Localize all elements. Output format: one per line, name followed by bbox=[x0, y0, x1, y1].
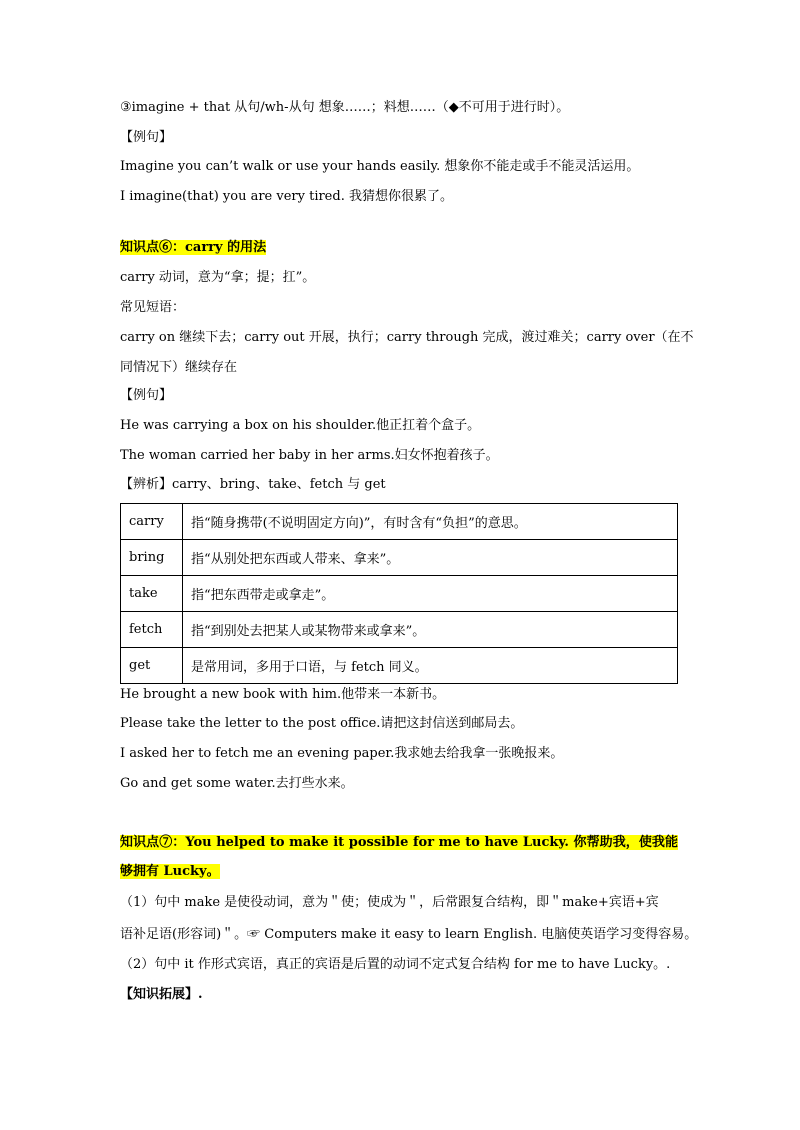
example-sentence: I asked her to fetch me an evening paper.我求她去给我拿一张晚报来。 bbox=[120, 746, 564, 761]
table-cell-word: carry bbox=[121, 504, 183, 540]
example-label: 【例句】 bbox=[120, 388, 173, 403]
table-row bbox=[121, 540, 678, 576]
knowledge-point-7-title-cont: 够拥有 Lucky。 bbox=[120, 864, 220, 879]
note-line: （1）句中 make 是使役动词，意为＂使；使成为＂，后常跟复合结构，即＂make+宾语+宾 bbox=[120, 895, 659, 910]
table-cell-meaning: 是常用词，多用于口语，与 fetch 同义。 bbox=[183, 648, 678, 684]
table-cell-meaning: 指“随身携带(不说明固定方向)”，有时含有“负担”的意思。 bbox=[183, 504, 678, 540]
example-sentence: I imagine(that) you are very tired. 我猜想你很累了。 bbox=[120, 189, 453, 204]
table-cell-word: take bbox=[121, 576, 183, 612]
extension-label: 【知识拓展】. bbox=[120, 987, 203, 1002]
table-cell-word: get bbox=[121, 648, 183, 684]
table-cell-meaning: 指“把东西带走或拿走”。 bbox=[183, 576, 678, 612]
example-sentence: Please take the letter to the post office.请把这封信送到邮局去。 bbox=[120, 716, 524, 731]
compare-label: 【辨析】carry、bring、take、fetch 与 get bbox=[120, 477, 386, 492]
table-row bbox=[121, 504, 678, 540]
knowledge-point-7-title: 知识点⑦：You helped to make it possible for me to have Lucky. 你帮助我，使我能 bbox=[120, 835, 678, 850]
phrases-line: carry on 继续下去；carry out 开展，执行；carry through 完成，渡过难关；carry over（在不 bbox=[120, 330, 694, 345]
example-sentence: The woman carried her baby in her arms.妇女怀抱着孩子。 bbox=[120, 448, 499, 463]
comparison-table bbox=[120, 503, 678, 684]
carry-definition: carry 动词，意为“拿；提；扛”。 bbox=[120, 270, 316, 285]
phrases-line: 同情况下）继续存在 bbox=[120, 360, 238, 375]
note-line: （2）句中 it 作形式宾语，真正的宾语是后置的动词不定式复合结构 for me to have Lucky。. bbox=[120, 957, 671, 972]
table-row bbox=[121, 576, 678, 612]
imagine-usage-heading: ③imagine + that 从句/wh-从句 想象……；料想……（◆不可用于进行时）。 bbox=[120, 100, 570, 115]
table-row bbox=[121, 648, 678, 684]
example-sentence: Go and get some water.去打些水来。 bbox=[120, 776, 354, 791]
table-row bbox=[121, 612, 678, 648]
note-line: 语补足语(形容词)＂。☞ Computers make it easy to learn English. 电脑使英语学习变得容易。 bbox=[120, 927, 698, 942]
example-sentence: Imagine you can’t walk or use your hands easily. 想象你不能走或手不能灵活运用。 bbox=[120, 159, 640, 174]
table-cell-meaning: 指“从别处把东西或人带来、拿来”。 bbox=[183, 540, 678, 576]
phrases-label: 常见短语： bbox=[120, 300, 186, 315]
example-label: 【例句】 bbox=[120, 130, 173, 145]
table-cell-word: fetch bbox=[121, 612, 183, 648]
table-cell-word: bring bbox=[121, 540, 183, 576]
example-sentence: He was carrying a box on his shoulder.他正扛着个盒子。 bbox=[120, 418, 481, 433]
table-cell-meaning: 指“到别处去把某人或某物带来或拿来”。 bbox=[183, 612, 678, 648]
example-sentence: He brought a new book with him.他带来一本新书。 bbox=[120, 687, 446, 702]
knowledge-point-6-title: 知识点⑥：carry 的用法 bbox=[120, 240, 267, 255]
